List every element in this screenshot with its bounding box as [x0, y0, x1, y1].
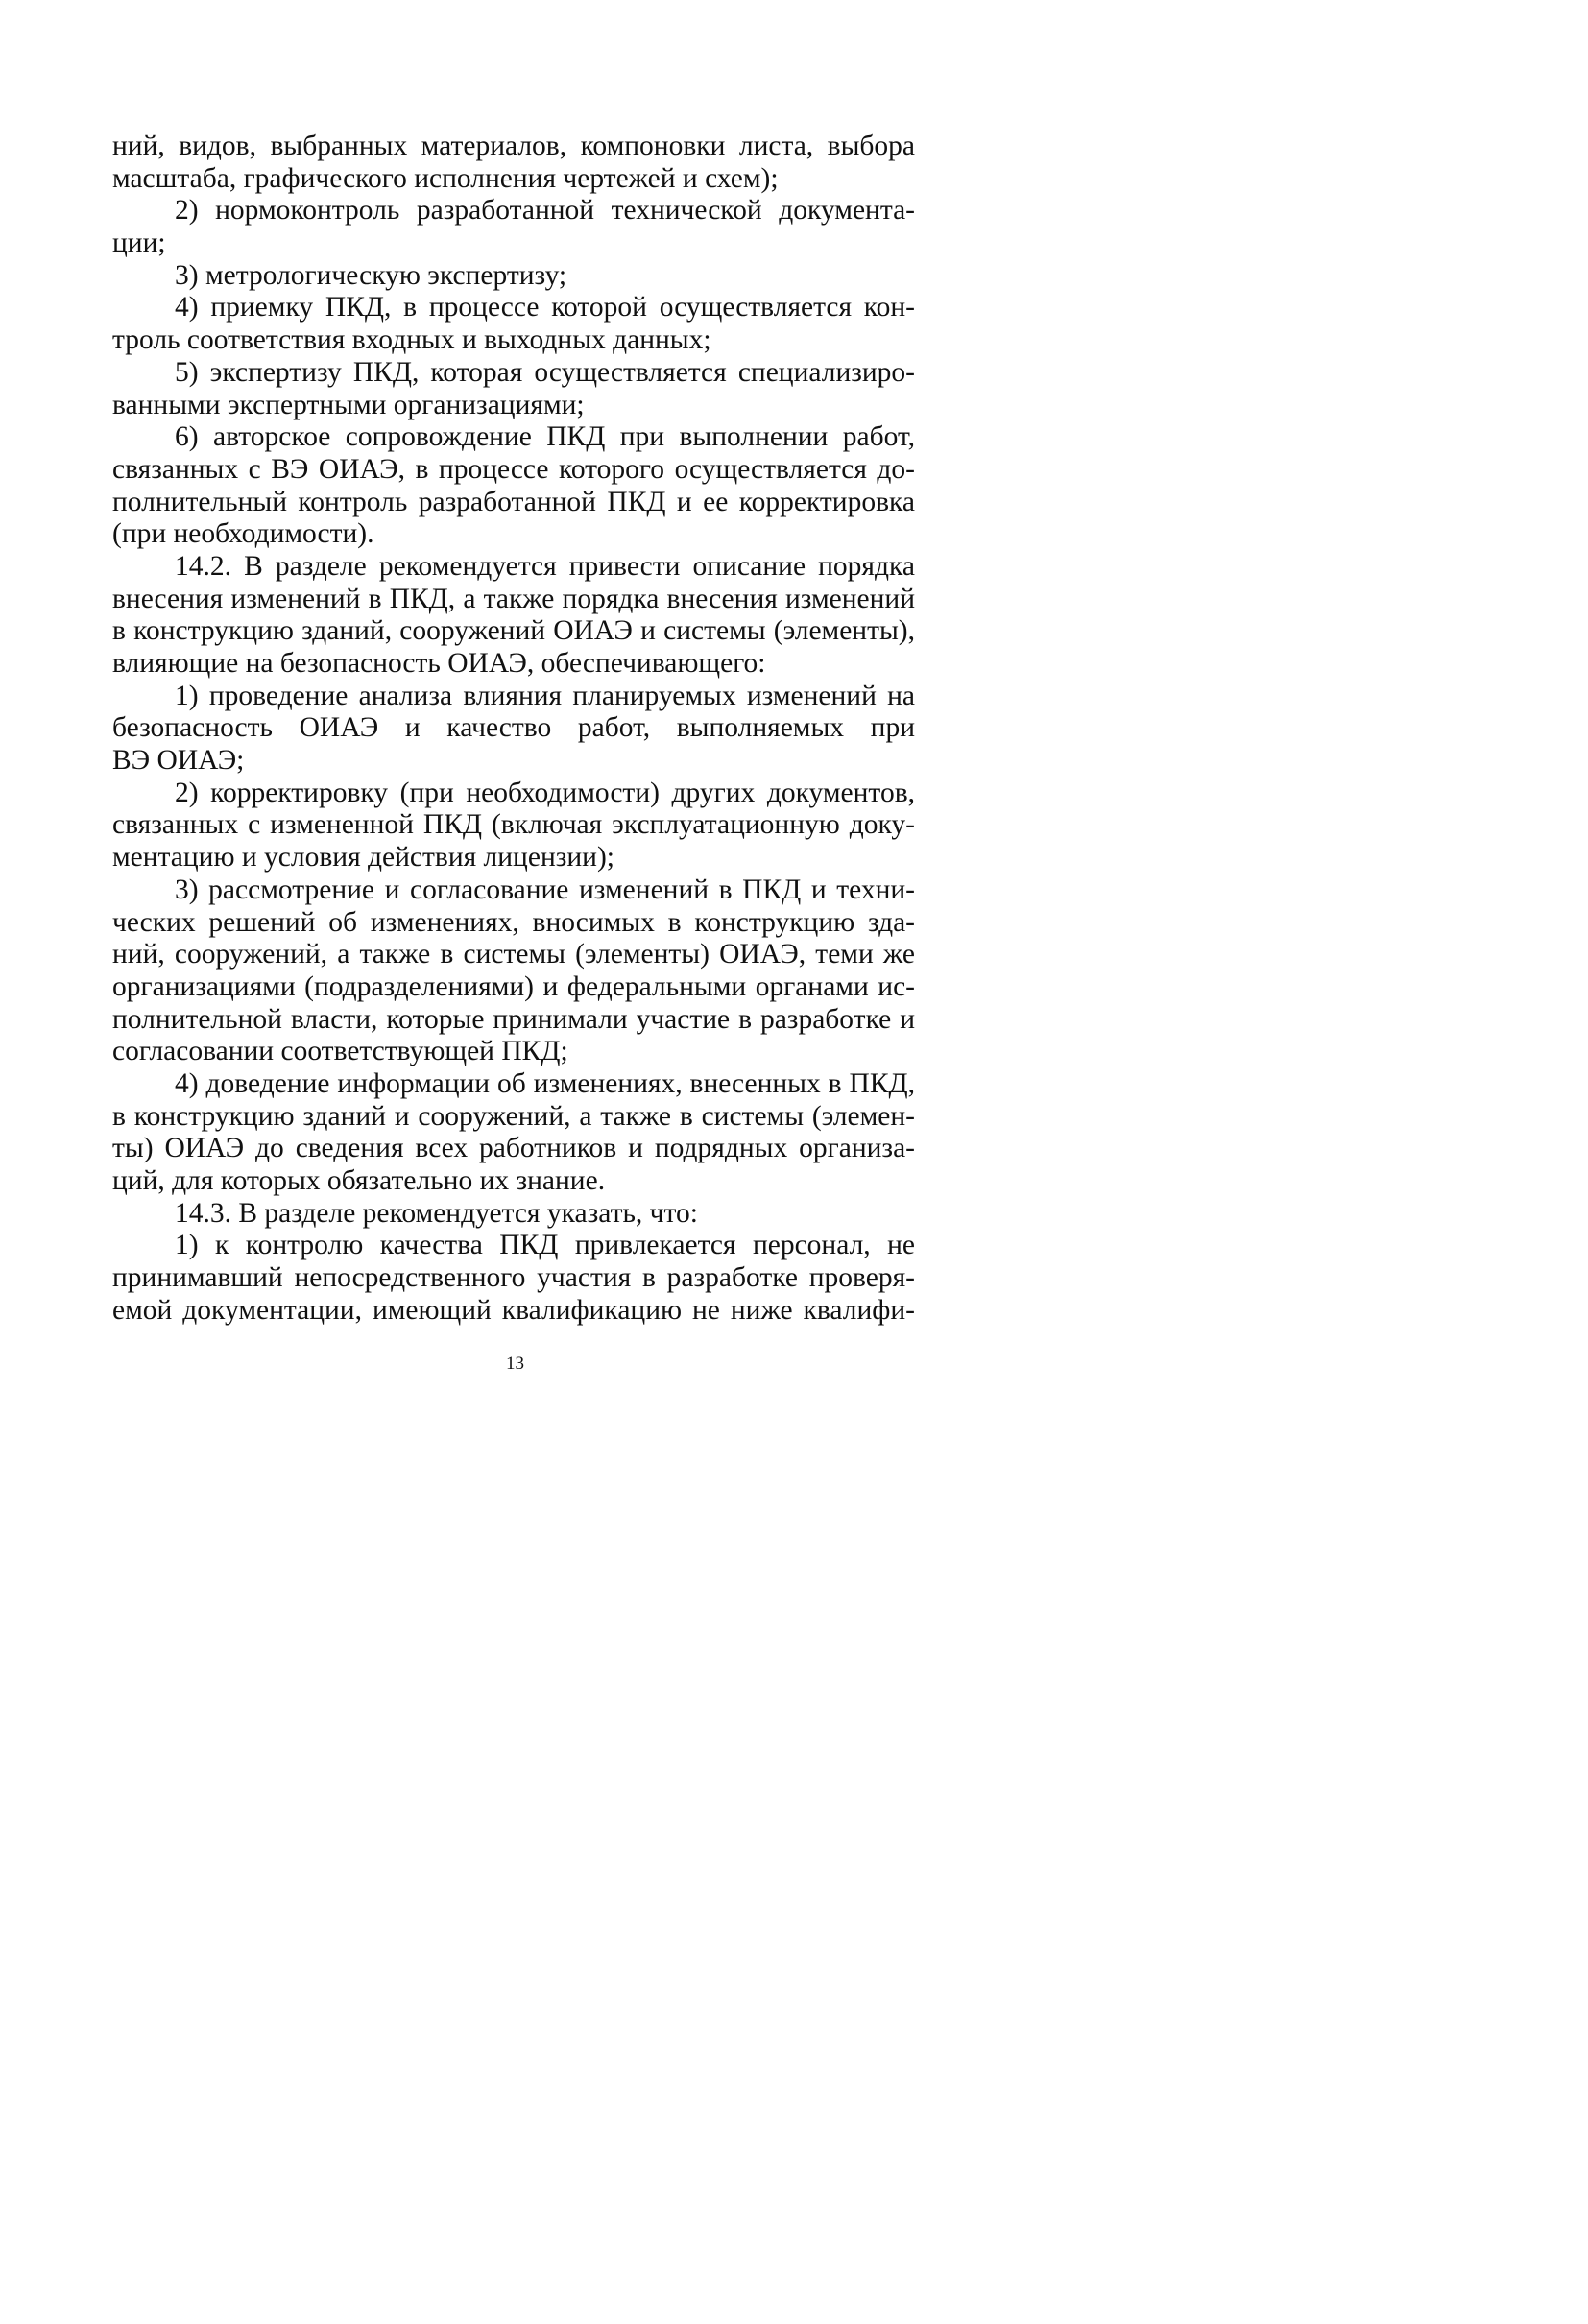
page-number: 13 — [506, 1354, 524, 1374]
body-text — [112, 131, 915, 1327]
text-line: в конструкцию зданий и сооружений, а также в системы (элемен- — [112, 1100, 915, 1132]
text-line: ванными экспертными организациями; — [112, 389, 585, 420]
text-line: ВЭ ОИАЭ; — [112, 745, 245, 777]
text-line: ческих решений об изменениях, вносимых в конструкцию зда- — [112, 906, 915, 938]
text-line: безопасность ОИАЭ и качество работ, выполняемых при — [112, 712, 915, 744]
text-line: 4) приемку ПКД, в процессе которой осуществляется кон- — [175, 292, 915, 323]
text-line: согласовании соответствующей ПКД; — [112, 1036, 568, 1067]
text-line: полнительной власти, которые принимали участие в разработке и — [112, 1003, 915, 1035]
text-line: ментацию и условия действия лицензии); — [112, 842, 614, 874]
text-line: ты) ОИАЭ до сведения всех работников и подрядных организа- — [112, 1133, 915, 1164]
text-line: ний, сооружений, а также в системы (элементы) ОИАЭ, теми же — [112, 939, 915, 970]
text-line: емой документации, имеющий квалификацию не ниже квалифи- — [112, 1294, 915, 1326]
text-line: связанных с измененной ПКД (включая эксплуатационную доку- — [112, 809, 915, 841]
text-line: организациями (подразделениями) и федеральными органами ис- — [112, 970, 915, 1002]
text-line: внесения изменений в ПКД, а также порядка внесения изменений — [112, 583, 915, 614]
text-line: 2) нормоконтроль разработанной технической документа- — [175, 195, 915, 227]
text-line: масштаба, графического исполнения чертежей и схем); — [112, 162, 779, 194]
text-line: связанных с ВЭ ОИАЭ, в процессе которого осуществляется до- — [112, 453, 915, 485]
text-line: ний, видов, выбранных материалов, компоновки листа, выбора — [112, 131, 915, 161]
text-line: (при необходимости). — [112, 518, 374, 550]
text-line: 3) метрологическую экспертизу; — [175, 259, 567, 291]
text-line: 3) рассмотрение и согласование изменений в ПКД и техни- — [175, 874, 915, 905]
text-line: 14.2. В разделе рекомендуется привести описание порядка — [175, 550, 915, 582]
text-line: полнительный контроль разработанной ПКД и ее корректировка — [112, 486, 915, 517]
text-line: 1) к контролю качества ПКД привлекается персонал, не — [175, 1230, 915, 1261]
text-line: 5) экспертизу ПКД, которая осуществляется специализиро- — [175, 356, 915, 388]
text-line: влияющие на безопасность ОИАЭ, обеспечивающего: — [112, 648, 766, 679]
document-page — [0, 0, 1030, 1517]
text-line: 6) авторское сопровождение ПКД при выполнении работ, — [175, 421, 915, 453]
text-line: в конструкцию зданий, сооружений ОИАЭ и системы (элементы), — [112, 615, 915, 647]
text-line: ций, для которых обязательно их знание. — [112, 1165, 606, 1196]
text-line: 2) корректировку (при необходимости) других документов, — [175, 777, 915, 808]
text-line: 1) проведение анализа влияния планируемых изменений на — [175, 680, 915, 711]
text-line: троль соответствия входных и выходных данных; — [112, 324, 711, 356]
text-line: 14.3. В разделе рекомендуется указать, что: — [175, 1197, 698, 1229]
text-line: принимавший непосредственного участия в разработке проверя- — [112, 1262, 915, 1294]
text-line: ции; — [112, 228, 166, 259]
text-line: 4) доведение информации об изменениях, внесенных в ПКД, — [175, 1067, 915, 1099]
